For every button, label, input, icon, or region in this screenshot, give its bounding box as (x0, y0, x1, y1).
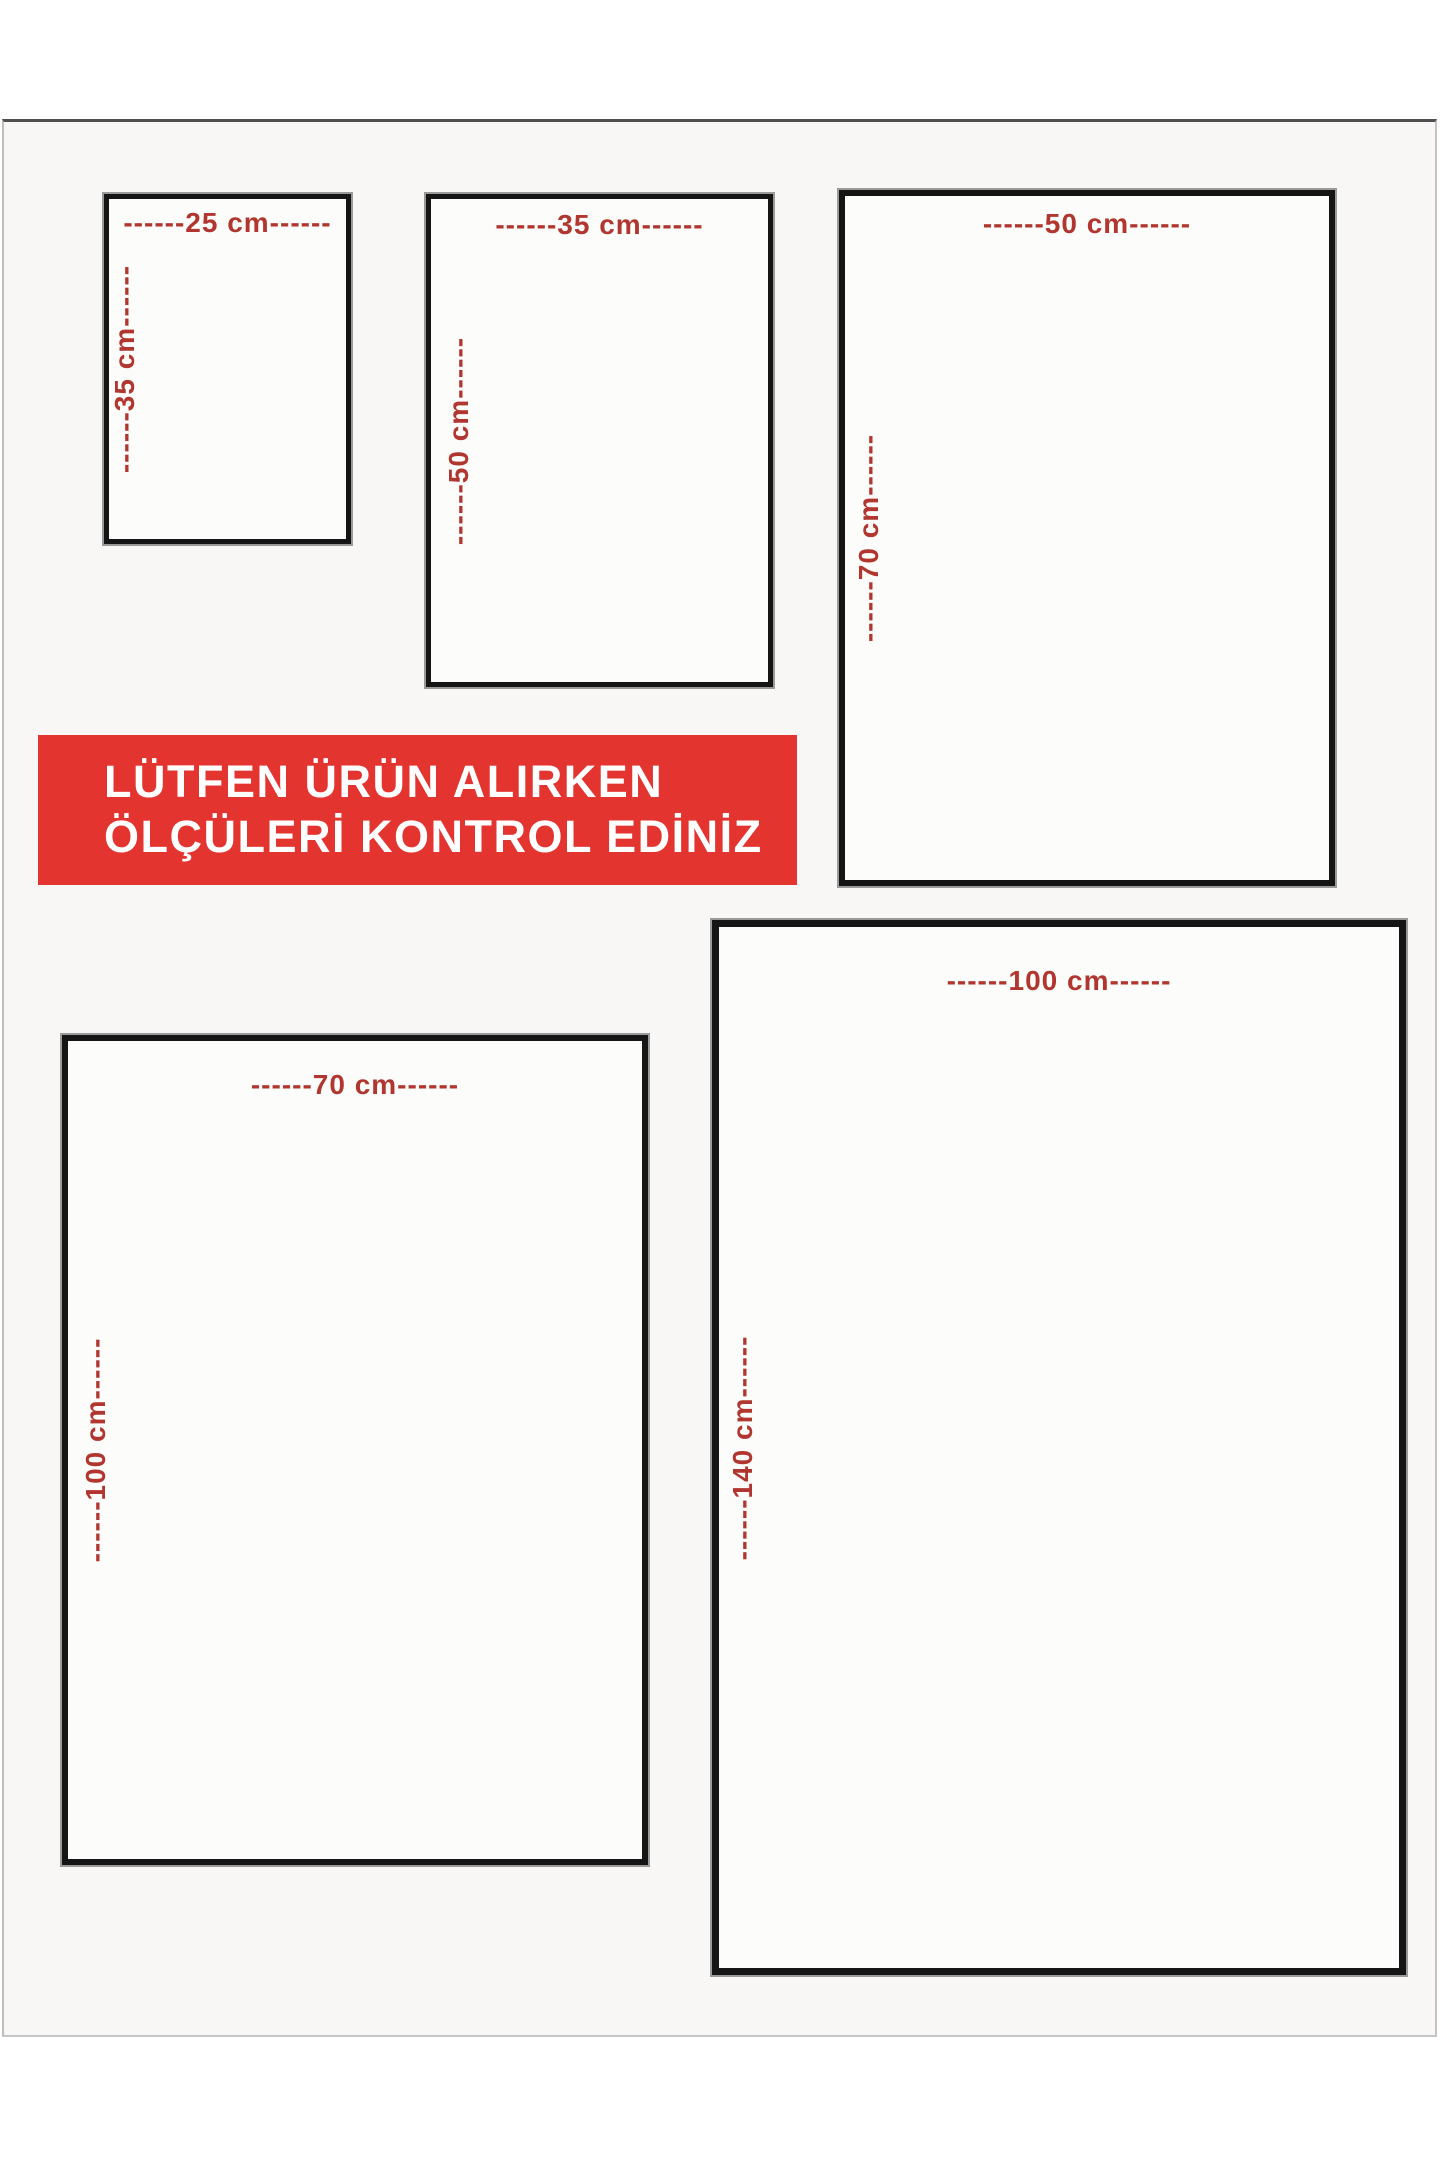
size-box-35x50 (424, 192, 775, 689)
warning-banner-line2: ÖLÇÜLERİ KONTROL EDİNİZ (104, 811, 763, 862)
width-label: ------50 cm------ (982, 208, 1192, 239)
height-label: ------70 cm------ (853, 433, 884, 643)
width-label: ------70 cm------ (250, 1069, 460, 1100)
warning-banner-line1: LÜTFEN ÜRÜN ALIRKEN (104, 756, 664, 808)
size-box-50x70-frame (839, 190, 1335, 886)
height-label: ------140 cm------ (727, 1335, 758, 1560)
width-label: ------100 cm------ (946, 965, 1172, 996)
size-box-35x50-frame (426, 194, 773, 687)
size-box-25x35 (102, 192, 353, 546)
width-label: ------25 cm------ (123, 207, 332, 238)
warning-banner (38, 735, 797, 885)
size-box-70x100 (60, 1033, 650, 1867)
height-label: ------100 cm------ (80, 1337, 111, 1563)
size-box-25x35-frame (104, 194, 351, 544)
size-box-50x70 (837, 188, 1337, 888)
width-label: ------35 cm------ (495, 209, 704, 240)
size-box-100x140 (710, 918, 1408, 1977)
height-label: ------35 cm------ (109, 264, 140, 474)
size-box-70x100-frame (62, 1035, 648, 1865)
height-label: ------50 cm------ (443, 336, 474, 545)
size-box-100x140-frame (712, 920, 1406, 1975)
